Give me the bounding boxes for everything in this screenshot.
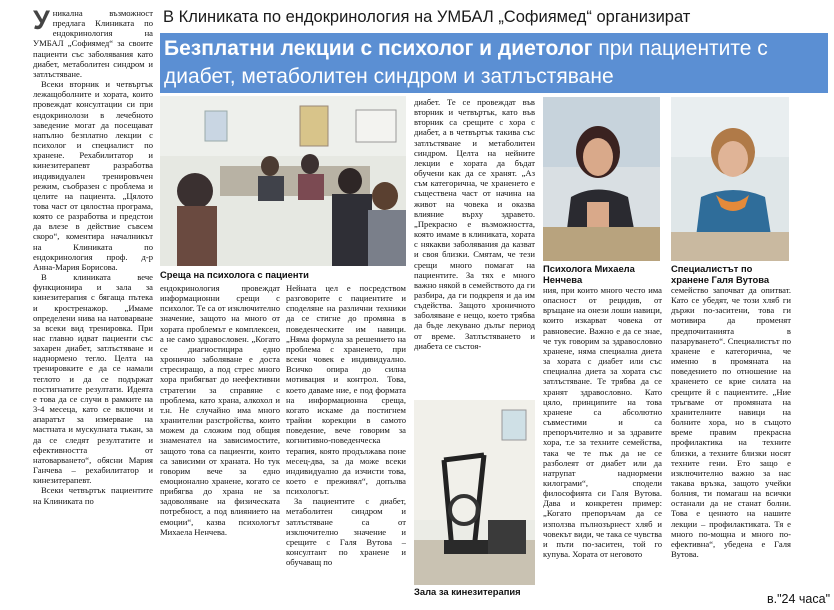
col3-para-2: За пациентите с диабет, метаболитен синдром и затлъстяване са от изключително значение и срещите с Галя Вутова – консултант по хранене и обучаващ по	[286, 496, 406, 568]
photo-psychologist-nencheva	[543, 97, 660, 261]
col1-para-3: В клиниката вече функционира и зала за кинезитерапия с бягаща пътека и кростренажор. „Имаме определени нива на натоварване за всеки вид тренировка. При нас главно идват пациенти със захарен диабет, затлъстяване и наднормено тегло. Целта на тренировките е да се намали теглото и да се подържат постигнатите резултати. Идеята е това да се случи в рамките на 3-4 месеца, като се включи и апаратът за измерване на мастната и мускулната тъкан, за да се следят резултатите и ефективността от натоварването“, обясни Мария Ганчева – рехабилитатор и кинезитерапевт.	[33, 272, 153, 486]
column-4	[414, 97, 535, 397]
col6-para-1: семейство започват да опитват. Като се убедят, че този хляб ги държи по-заситени, това ги мотивира да променят предпочитанията в пазаруването“. Специалистът по хранене е категорична, че именно в промяната на поведението по отношение на храненето се крие силата на срещите й с пациентите. „Ние тръгваме от промяната на хранителните навици на болните хора, но в същото време правим прекрасна профилактика на техните близки, а техните близки носят техните гени. Ето защо е изключително важно за нас такава връзка, защото учейки болния, ти помагаш на всички останали да не станат болни. Това е ценното на нашите лекции – профилактиката. Тя е много по-мощна и много по-ефективна“, убедена е Галя Вутова.	[671, 285, 791, 560]
caption-photo-meeting: Среща на психолога с пациенти	[160, 269, 309, 280]
column-1	[33, 8, 153, 603]
caption-photo-psychologist: Психолога Михаела Ненчева	[543, 263, 635, 285]
photo-psychologist-meeting	[160, 96, 406, 266]
drop-cap: У	[33, 8, 50, 35]
column-2	[160, 283, 280, 603]
headline-rest: при пациентите с диабет, метаболитен синдром и затлъстяване	[164, 37, 768, 88]
caption-photo-nutritionist: Специалистът по хранене Галя Вутова	[671, 263, 770, 285]
column-5	[543, 285, 662, 605]
caption-photo-gym: Зала за кинезитерапия	[414, 586, 521, 597]
col1-para-2: Всеки вторник и четвъртък лежащоболните и хората, които провеждат консултации си при ендокринолози в лечебното заведение могат да посещават напълно безплатно лекции с психолог и специалист по хранене. Рехабилитатор и кинезитерапевт разработва индивидуален тренировъчен режим, съобразен с проблема и целите на пациента. „Цялото това част от цялостна програма, която се разработва и предстои да влезе в действие съвсем скоро“, коментира началникът на Клиниката по ендокринология проф. д-р Анна-Мария Борисова.	[33, 79, 153, 272]
photo-nutritionist-vutova	[671, 97, 789, 261]
headline-bold: Безплатни лекции с психолог и диетолог	[164, 37, 593, 60]
col1-para-1: никална възможност предлага Клиниката по ендокринология на УМБАЛ „Софиямед“ за своите пациенти със заболявания като диабет, метаболитен синдром и затлъстяване.	[33, 8, 153, 79]
col4-para-1: диабет. Те се провеждат във вторник и четвъртък, като във вторник са срещите с хора с диабет, а в четвъртък такива със затлъстяване и метаболитен синдром. Целта на нейните лекции е хората да бъдат обучени как да се хранят. „Аз съм категорична, че храненето е съществена част от начина на живот на човека и оказва влияние върху здравето. „Прекрасно е възможността, която имаме в клиниката, хората с някакви заболявания да казват и своя близки. Смятам, че тези срещи много помагат на пациентите. За тях е много важно някой в семейството да ги разбира, да ги подкрепя и да им съдейства. Защото хроничното заболяване е нещо, което трябва да бъде лекувано дълъг период от време. Затлъстяването и диабета се състоя-	[414, 97, 535, 351]
column-6	[671, 285, 791, 590]
column-3	[286, 283, 406, 603]
article-headline	[160, 33, 828, 93]
article-kicker: В Клиниката по ендокринология на УМБАЛ „Софиямед“ организират	[163, 8, 691, 26]
col2-para-1: ендокринология провеждат информационни срещи с психолог. Те са от изключително значение, защото на много от хората проблемът е комплексен, а не само здравословен. „Когато се диагностицира едно хронично заболяване е доста стресиращо, а под стрес много хора прибягват до неефективни стратегии за справяне с проблема, като храна, алкохол и т.н. Не случайно има много хранителни разстройства, които можем да сложим под общия знаменател на зависимостите, защото това са пациенти, които са зависими от храната. Но тук говорим вече за едно емоционално хранене, когато се прибягва до храна не за задоволяване на физическата потребност, а под влиянието на емоции“, казва психологът Михаела Ненчева.	[160, 283, 280, 537]
source-credit: в."24 часа"	[766, 592, 830, 606]
col3-para-1: Нейната цел е посредством разговорите с пациентите и споделяне на различни техники да се стигне до промяна в поведенческите им навици. „Няма формула за решението на проблема с храненето, при всеки човек е индивидуално. Всичко опира до силна мотивация и контрол. Това, което даваме ние, е под формата на информационна среща, когато искаме да постигнем трайни корекции в самото поведение, вече говорим за когнитивно-поведенческа терапия, която продължава поне месец-два, за да може всеки индивидуално да изчисти това, което е преживял“, допълва психологът.	[286, 283, 406, 497]
col1-para-4: Всеки четвъртък пациентите на Клиниката по	[33, 485, 153, 506]
photo-kinesitherapy-room	[414, 400, 535, 585]
col5-para-1: ния, при които много често има опасност от рецидив, от връщане на онези лоши навици, които изкарват човека от равновесие. Важно е да се знае, че тук говорим за здравословно хранене, няма специална диета за хората с диабет или със специална диета за хората със затлъстяване. Те трябва да се хранят здравословно. Като цяло, принципите на това хранене са абсолютно съвместими и са препоръчително и за здравите хора, т.е за техните семейства, така че те пък да не се разболеят от диабет или да натрупат наднормени килограми“, сподели философията си Галя Вутова. Дава и конкретен пример: „Когато препоръчам да се използва пълнозърнест хляб и човекът види, че така се чувства и пъти по-заситен, той го купува. Хората от неговото	[543, 285, 662, 560]
